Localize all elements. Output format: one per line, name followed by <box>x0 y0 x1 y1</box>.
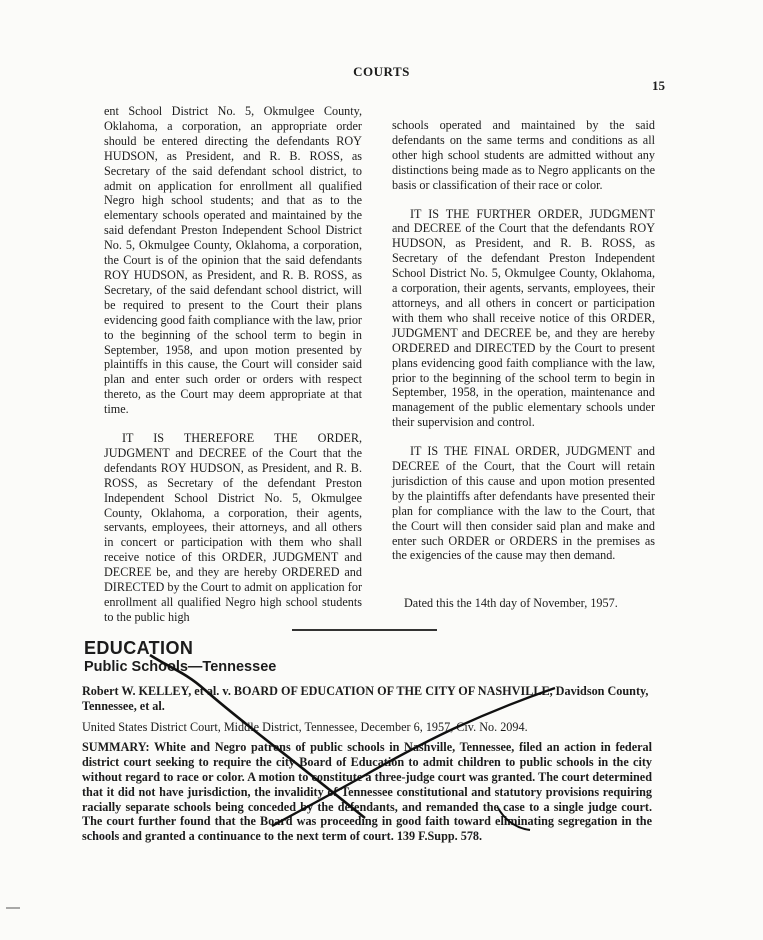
left-column <box>104 104 362 639</box>
section-heading: EDUCATION <box>84 638 194 658</box>
left-paragraph-1: ent School District No. 5, Okmulgee County, Oklahoma, a corporation, an appropriate order should be entered directing the defendants ROY HUDSON, as President, and R. B. ROSS, as Secretary of the said defendant school district, to admit on application for enrollment all qualified Negro high school students; and that as to the elementary schools operated and maintained by the said defendant Preston Independent School District No. 5, Okmulgee County, Oklahoma, a corporation, the Court is of the opinion that the said defendants ROY HUDSON, as President, and R. B. ROSS, as Secretary, of the said defendant school district, will be required to present to the Court their plans evidencing good faith compliance with the law, prior to the beginning of the school term to begin in September, 1958, and upon motion presented by plaintiffs in this cause, the Court will consider said plan and enter such order or orders with respect thereto, as the Court may deem appropriate at that time. <box>104 104 362 417</box>
case-block <box>82 684 652 844</box>
right-paragraph-3: IT IS THE FINAL ORDER, JUDGMENT and DECREE of the Court, that the Court will retain jurisdiction of this cause and upon motion presented by the plaintiffs after defendants have presented their plan for compliance with the law to the Court, that the Court will then consider said plan and make and enter such ORDER or ORDERS in the premises as the exigencies of the cause may then demand. <box>392 444 655 563</box>
summary-text: White and Negro patrons of public schools in Nashville, Tennessee, filed an action in federal district court seeking to require the city Board of Education to admit children to public schools in the city without regard to race or color. A motion to constitute a three-judge court was granted. The court determined that it did not have jurisdiction, the invalidity of Tennessee constitutional and statutory provisions requiring racially separate schools being conceded by the defendants, and remanded the case to a single judge court. The court further found that the Board was proceeding in good faith toward eliminating segregation in the schools and granted a continuance to the next term of court. 139 F.Supp. 578. <box>82 740 652 844</box>
right-column <box>392 118 655 577</box>
page-header-title: COURTS <box>353 64 410 79</box>
section-divider <box>292 629 437 631</box>
left-paragraph-2: IT IS THEREFORE THE ORDER, JUDGMENT and DECREE of the Court that the defendants ROY HUDSON, as President, and R. B. ROSS, as Secretary of the defendant Preston Independent School District No. 5, Okmulgee County, Oklahoma, a corporation, their agents, servants, employees, their attorneys, and all others in concert or participation with them who shall receive notice of this ORDER, JUDGMENT and DECREE be, and they are hereby ORDERED and DIRECTED by the Court to admit on application for enrollment all qualified Negro high school students to the public high <box>104 431 362 624</box>
page-number: 15 <box>652 78 665 93</box>
case-caption: Robert W. KELLEY, et al. v. BOARD OF EDUCATION OF THE CITY OF NASHVILLE, Davidson County, Tennessee, et al. <box>82 684 649 713</box>
right-paragraph-1: schools operated and maintained by the said defendants on the same terms and conditions as all other high school students are admitted without any distinctions being made as to Negro applicants on the basis or classification of their race or color. <box>392 118 655 192</box>
right-paragraph-2: IT IS THE FURTHER ORDER, JUDGMENT and DECREE of the Court that the defendants ROY HUDSON, as President, and R. B. ROSS, as Secretary of the defendant Preston Independent School District No. 5, Okmulgee County, Oklahoma, a corporation, their agents, servants, employees, their attorneys, and all others in concert or participation with them who shall receive notice of this ORDER, JUDGMENT and DECREE be, and they are hereby ORDERED and DIRECTED by the Court to present plans evidencing good faith compliance with the law, prior to the beginning of the school term to begin in September, 1958, in the operation, maintenance and management of the public elementary schools under their supervision and control. <box>392 206 655 430</box>
case-court-line: United States District Court, Middle District, Tennessee, December 6, 1957, Civ. No. 2094. <box>82 719 528 734</box>
case-summary <box>82 740 652 844</box>
dated-line: Dated this the 14th day of November, 1957. <box>404 596 618 610</box>
section-subheading: Public Schools—Tennessee <box>84 659 277 675</box>
summary-label: SUMMARY: <box>82 740 150 755</box>
